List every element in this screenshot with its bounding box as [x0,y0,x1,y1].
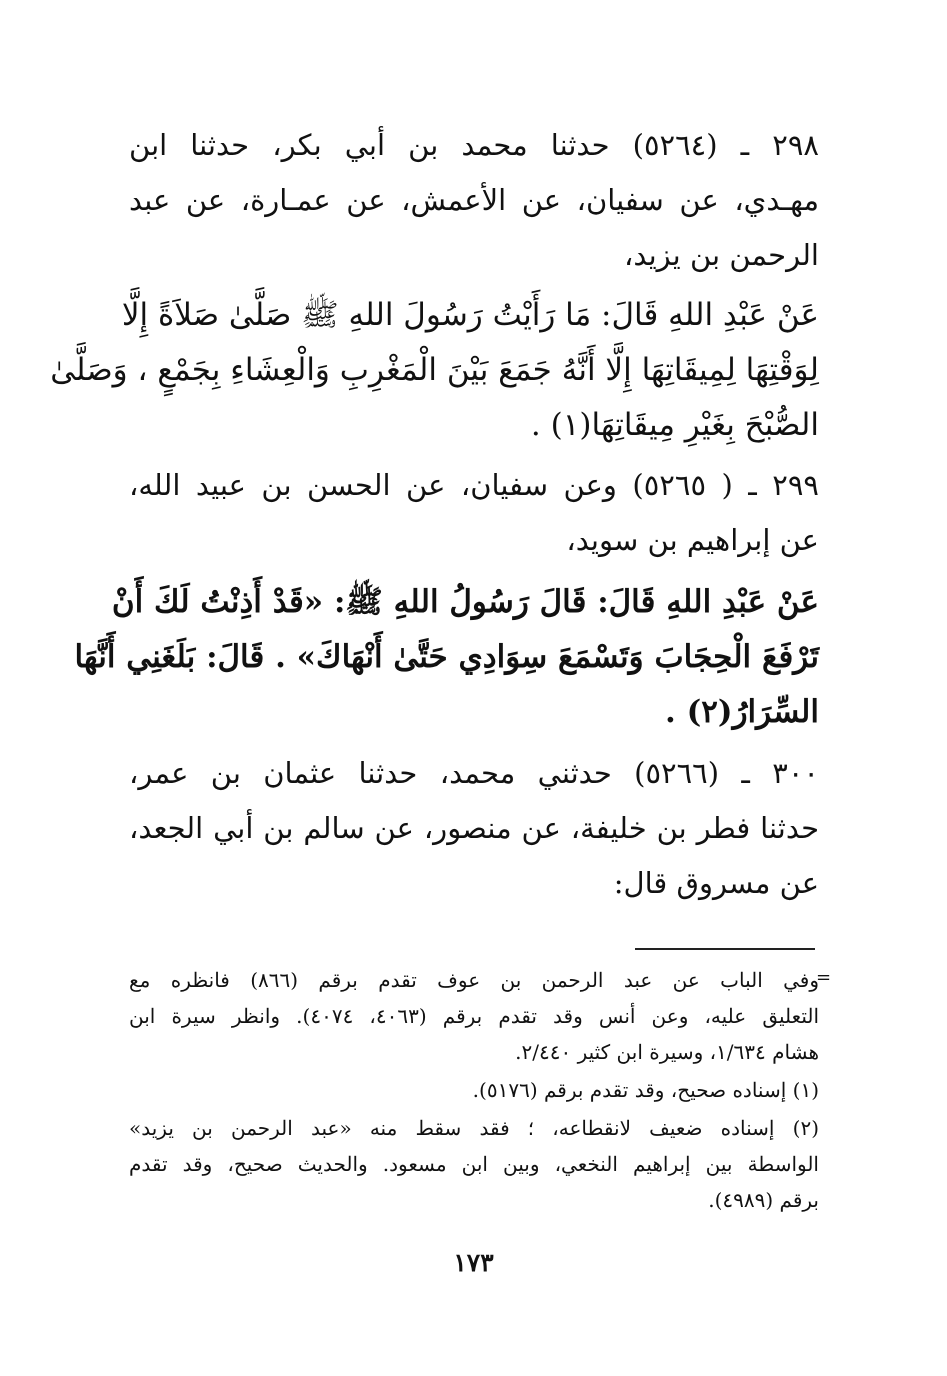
text-line: مهـدي، عن سفيان، عن الأعمش، عن عمـارة، عن عبد [129,183,819,217]
hadith-298-isnad [129,118,819,283]
footnote-continuation-marker: = [816,967,832,988]
text-line: عَنْ عَبْدِ اللهِ قَالَ: مَا رَأَيْتُ رَسُولَ اللهِ ﷺ صَلَّىٰ صَلاَةً إِلَّا [121,297,819,333]
footnote-line: الواسطة بين إبراهيم النخعي، وبين ابن مسعود. والحديث صحيح، وقد تقدم [129,1152,819,1176]
text-line: السِّرَارُ(٢) . [665,694,819,730]
text-line: عن مسروق قال: [613,866,819,900]
footnote-line: التعليق عليه، وعن أنس وقد تقدم برقم (٤٠٦٣، ٤٠٧٤). وانظر سيرة ابن [129,1004,820,1028]
footnote-continuation [129,962,819,1070]
hadith-300-isnad [129,746,819,911]
hadith-298-matn [50,288,819,453]
footnote-line: هشام ١/٦٣٤، وسيرة ابن كثير ٢/٤٤٠. [515,1040,819,1064]
footnote-2 [129,1110,819,1218]
text-line: ٢٩٩ ـ ( ٥٢٦٥) وعن سفيان، عن الحسن بن عبيد الله، [129,468,820,502]
footnote-line: (٢) إسناده ضعيف لانقطاعه، ؛ فقد سقط منه «عبد الرحمن بن يزيد» [129,1116,819,1140]
hadith-299-matn [74,575,819,740]
footnote-line: برقم (٤٩٨٩). [708,1188,819,1212]
text-line: عن إبراهيم بن سويد، [566,523,819,557]
footnote-1 [129,1072,819,1108]
text-line: الصُّبْحَ بِغَيْرِ مِيقَاتِهَا(١) . [530,407,819,443]
text-line: عَنْ عَبْدِ اللهِ قَالَ: قَالَ رَسُولُ اللهِ ﷺ: «قَدْ أَذِنْتُ لَكَ أَنْ [111,584,819,620]
text-line: ٣٠٠ ـ (٥٢٦٦) حدثني محمد، حدثنا عثمان بن عمر، [129,756,819,790]
text-line: لِوَقْتِهَا لِمِيقَاتِهَا إِلَّا أَنَّهُ جَمَعَ بَيْنَ الْمَغْرِبِ وَالْعِشَاءِ بِجَمْعٍ ، وَصَلَّىٰ [50,352,819,388]
footnote-line: (١) إسناده صحيح، وقد تقدم برقم (٥١٧٦). [472,1078,819,1102]
text-line: تَرْفَعَ الْحِجَابَ وَتَسْمَعَ سِوَادِي حَتَّىٰ أَنْهَاكَ» . قَالَ: بَلَغَنِي أَنَّهَا [74,639,819,675]
footnote-divider [635,948,815,950]
page-number: ١٧٣ [453,1248,494,1277]
footnote-line: وفي الباب عن عبد الرحمن بن عوف تقدم برقم (٨٦٦) فانظره مع [129,968,820,992]
hadith-299-isnad [129,458,819,568]
text-line: حدثنا فطر بن خليفة، عن منصور، عن سالم بن أبي الجعد، [129,811,819,845]
text-line: ٢٩٨ ـ (٥٢٦٤) حدثنا محمد بن أبي بكر، حدثنا ابن [129,128,820,162]
text-line: الرحمن بن يزيد، [624,238,819,272]
